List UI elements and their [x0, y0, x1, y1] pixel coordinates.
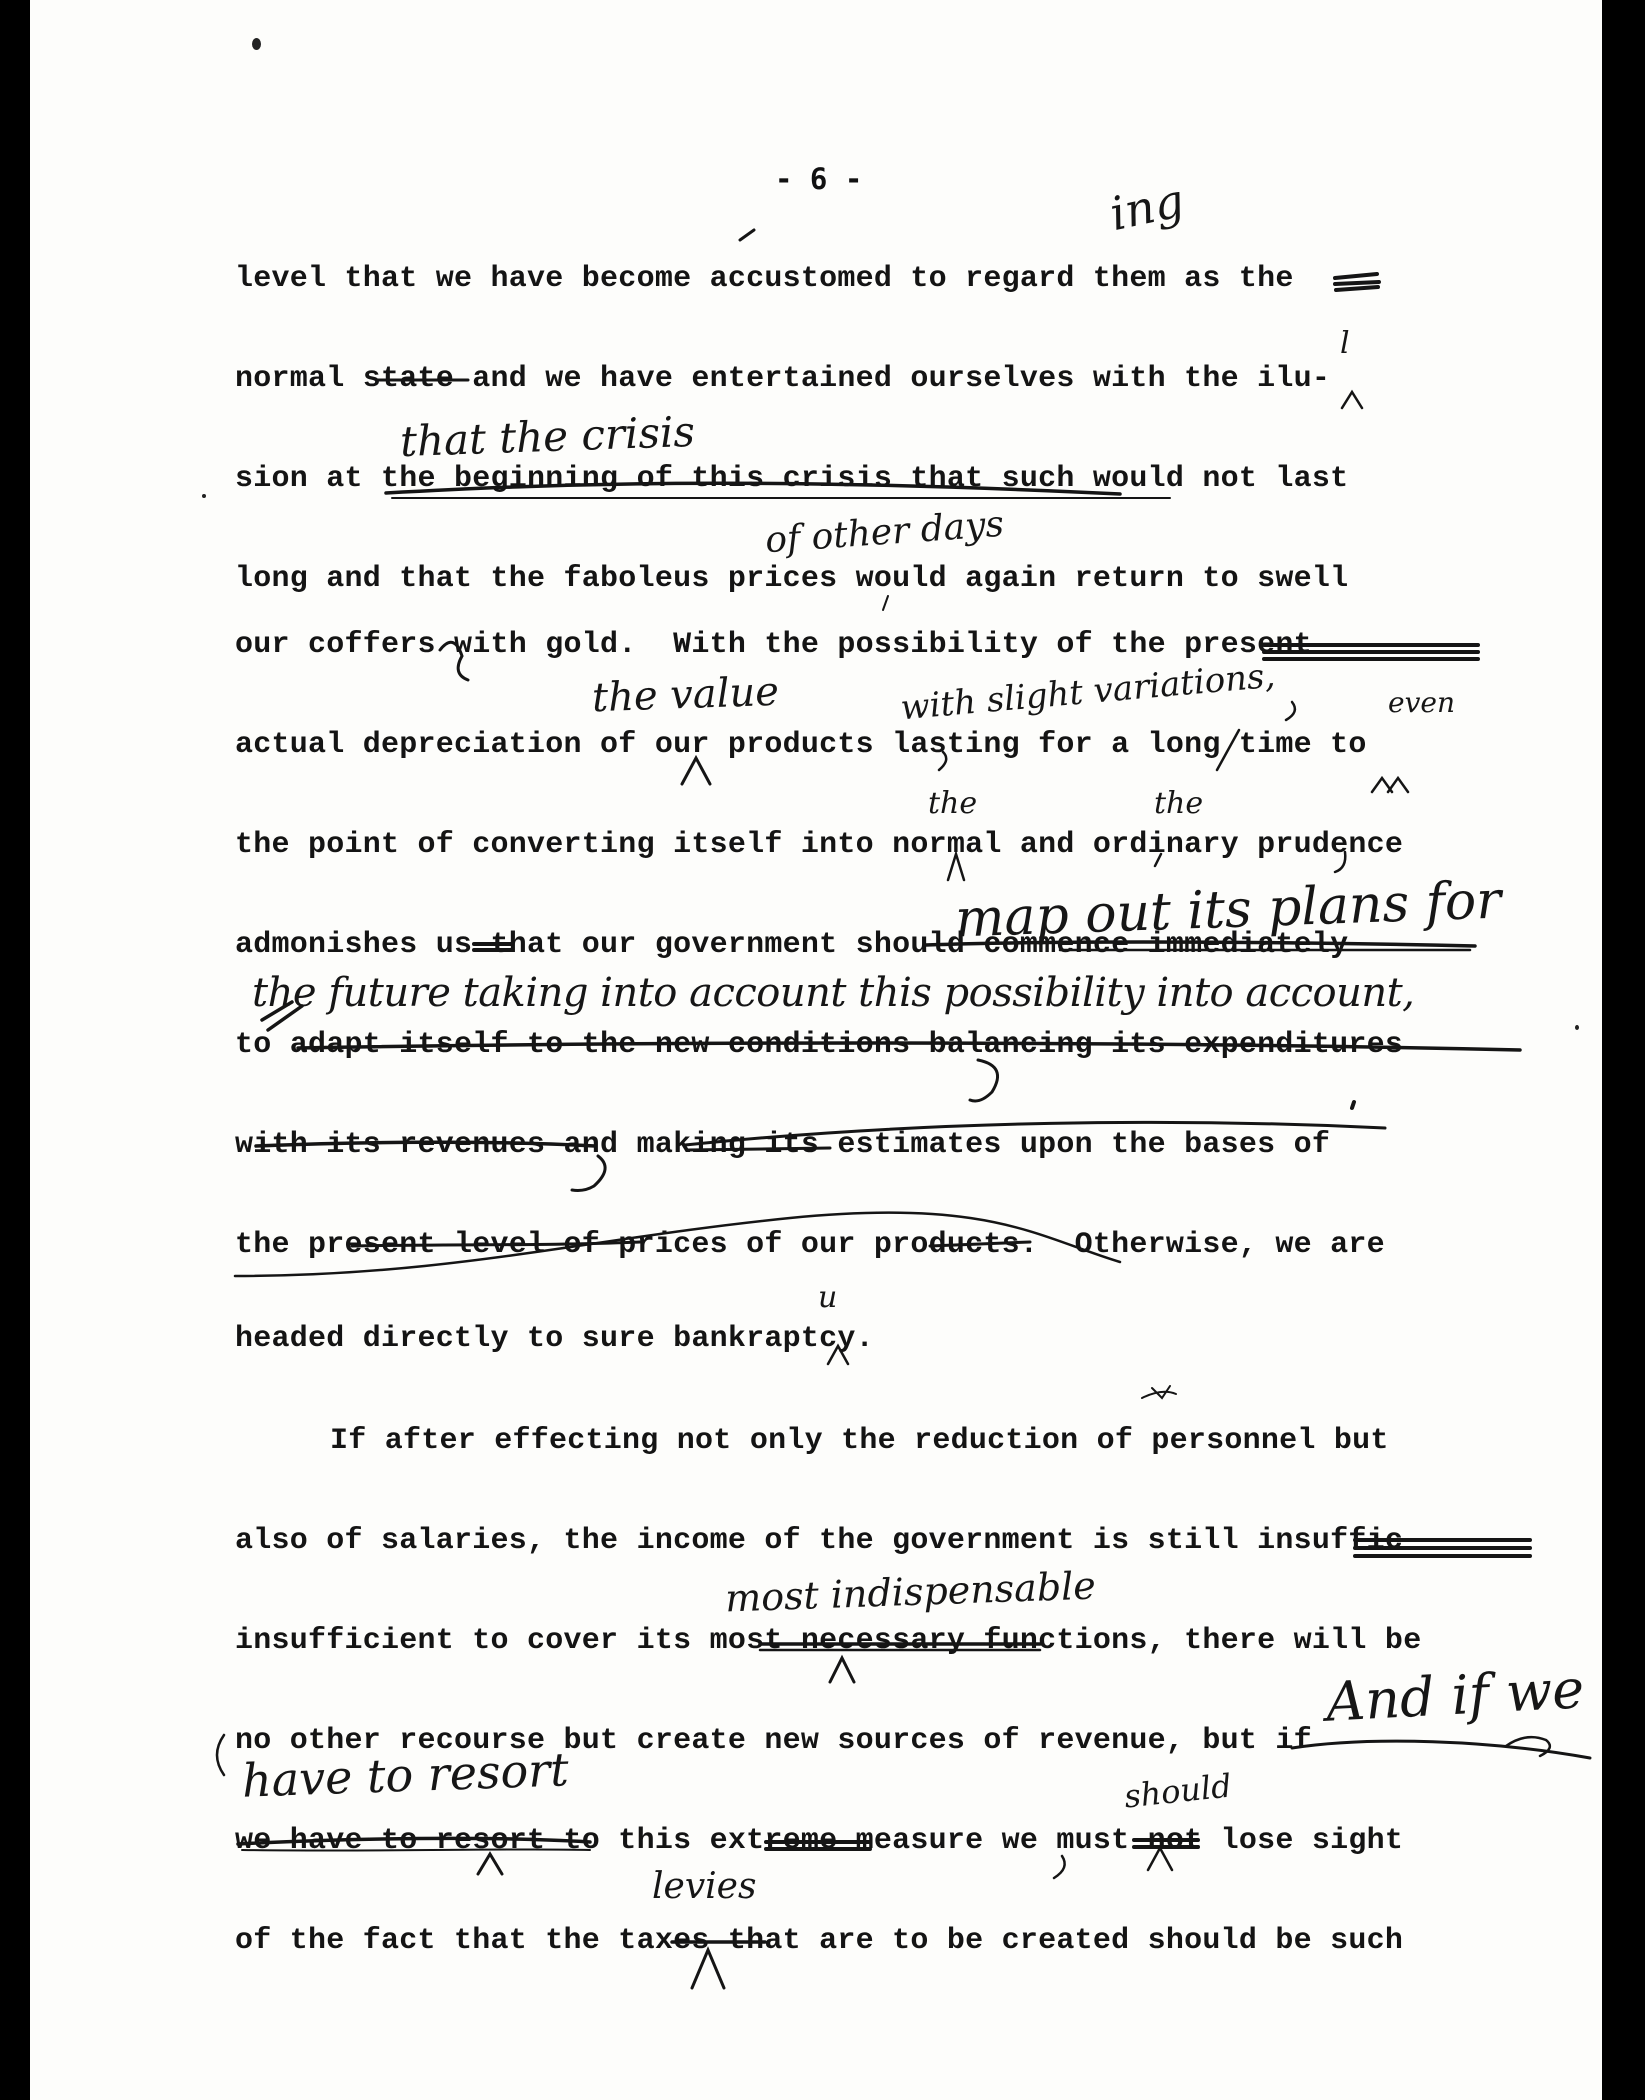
handwritten-insertion: with slight variations, [898, 655, 1277, 729]
pen-marks [30, 0, 1602, 2100]
handwritten-insertion: u [818, 1280, 838, 1315]
handwritten-insertion: the value [591, 668, 780, 722]
typed-line-8: admonishes us that our government should commence immediately [235, 928, 1349, 962]
handwritten-insertion: most indispensable [724, 1563, 1097, 1621]
typed-line-5: our coffers with gold. With the possibility of the present [235, 628, 1312, 662]
typed-line-2: normal state and we have entertained ourselves with the ilu- [235, 362, 1331, 396]
handwritten-insertion: And if we [1324, 1657, 1586, 1734]
handwritten-insertion: have to resort [241, 1742, 570, 1808]
handwritten-insertion: that the crisis [399, 406, 696, 467]
typed-line-10: with its revenues and making its estimates upon the bases of [235, 1128, 1331, 1162]
typed-line-16: no other recourse but create new sources of revenue, but if [235, 1724, 1312, 1758]
handwritten-insertion: the future taking into account this possibility into account, [252, 970, 1415, 1016]
handwritten-insertion: should [1122, 1766, 1234, 1816]
handwritten-insertion: the [928, 786, 978, 821]
handwritten-insertion: of other days [763, 503, 1006, 562]
typed-line-15: insufficient to cover its most necessary functions, there will be [235, 1624, 1422, 1658]
typed-line-3: sion at the beginning of this crisis that such would not last [235, 462, 1349, 496]
typed-line-4: long and that the faboleus prices would again return to swell [235, 562, 1349, 596]
typed-line-12: headed directly to sure bankraptcy. [235, 1322, 874, 1356]
handwritten-insertion: levies [652, 1866, 757, 1907]
page-number: - 6 - [775, 162, 863, 196]
handwritten-insertion: ing [1105, 172, 1189, 242]
typed-line-13: If after effecting not only the reduction of personnel but [330, 1424, 1389, 1458]
handwritten-insertion: l [1340, 326, 1350, 361]
typed-line-9: to adapt itself to the new conditions balancing its expenditures [235, 1028, 1404, 1062]
typed-line-11: the present level of prices of our products. Otherwise, we are [235, 1228, 1385, 1262]
ink-speck [1575, 1025, 1579, 1030]
typed-line-6: actual depreciation of our products lasting for a long time to [235, 728, 1367, 762]
typed-line-7: the point of converting itself into normal and ordinary prudence [235, 828, 1404, 862]
typed-line-1: level that we have become accustomed to regard them as the [235, 262, 1294, 296]
handwritten-insertion: even [1388, 686, 1455, 719]
handwritten-insertion: the [1154, 786, 1204, 821]
typed-line-17: we have to resort to this extreme measure we must not lose sight [235, 1824, 1404, 1858]
document-page [30, 0, 1602, 2100]
ink-speck [202, 494, 206, 498]
typed-line-18: of the fact that the taxes that are to be created should be such [235, 1924, 1404, 1958]
typed-line-14: also of salaries, the income of the government is still insuffic [235, 1524, 1404, 1558]
ink-speck [252, 38, 261, 50]
handwritten-insertion: map out its plans for [954, 870, 1503, 950]
